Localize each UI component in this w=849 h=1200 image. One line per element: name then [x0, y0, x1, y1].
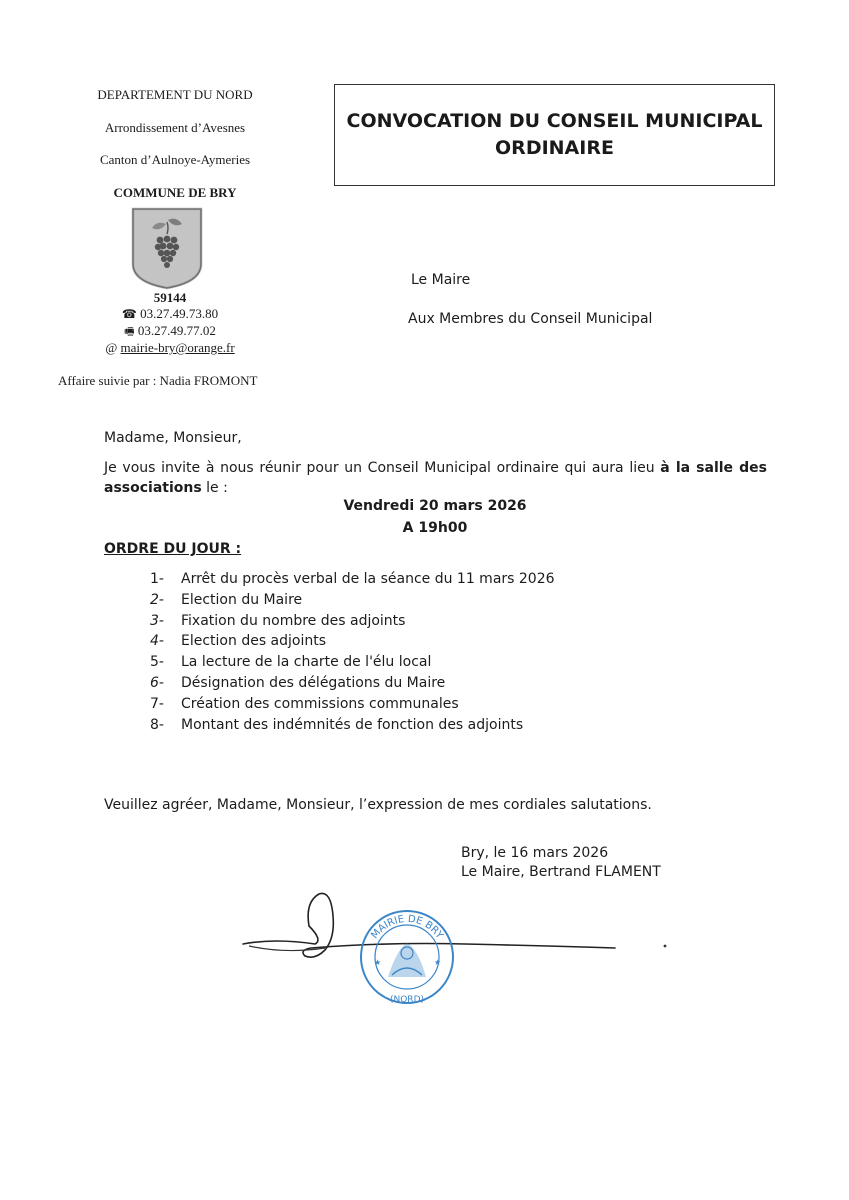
salutation: Madame, Monsieur,	[104, 430, 242, 446]
agenda-text: La lecture de la charte de l'élu local	[181, 654, 432, 671]
agenda-item	[150, 694, 555, 715]
title-line-2: ORDINAIRE	[495, 137, 614, 159]
stamp-bottom-text: (NORD)	[389, 995, 425, 1005]
canton-label: Canton d’Aulnoye-Aymeries	[99, 152, 251, 167]
to-label: Aux Membres du Conseil Municipal	[408, 311, 653, 327]
phone-number: 03.27.49.73.80	[140, 306, 219, 321]
agenda-item	[150, 715, 555, 736]
agenda-number: 2-	[150, 591, 164, 608]
title-box	[334, 84, 775, 186]
agenda-number: 1-	[150, 571, 164, 587]
agenda-list	[150, 569, 555, 735]
email-line	[80, 340, 260, 356]
agenda-item	[150, 569, 555, 590]
agenda-number: 6-	[150, 674, 164, 691]
agenda-number: 7-	[150, 695, 164, 712]
phone-line	[80, 306, 260, 322]
stamp-top-text: MAIRIE DE BRY	[369, 913, 445, 941]
agenda-text: Election des adjoints	[181, 633, 327, 650]
agenda-text: Arrêt du procès verbal de la séance du 11 mars 2026	[181, 571, 555, 587]
mairie-stamp-icon	[352, 905, 462, 1009]
arrondissement-label: Arrondissement d’Avesnes	[104, 120, 246, 135]
invite-text: Je vous invite à nous réunir pour un Conseil Municipal ordinaire qui aura lieu	[104, 460, 655, 476]
agenda-number: 4-	[150, 633, 164, 650]
postal-code: 59144	[153, 290, 187, 305]
agenda-text: Désignation des délégations du Maire	[181, 674, 446, 691]
invite-end: le :	[206, 480, 228, 496]
commune-crest-icon	[130, 206, 204, 290]
closing-text: Veuillez agréer, Madame, Monsieur, l’expression de mes cordiales salutations.	[104, 797, 652, 813]
meeting-date: Vendredi 20 mars 2026	[343, 498, 527, 514]
invite-paragraph	[104, 458, 767, 498]
meeting-time: A 19h00	[402, 520, 468, 536]
place-date: Bry, le 16 mars 2026	[461, 845, 609, 861]
affaire-label: Affaire suivie par : Nadia FROMONT	[58, 373, 258, 388]
svg-text:★: ★	[434, 958, 442, 967]
agenda-text: Fixation du nombre des adjoints	[181, 612, 406, 629]
agenda-text: Montant des indémnités de fonction des adjoints	[181, 716, 524, 733]
agenda-title: ORDRE DU JOUR :	[104, 541, 242, 557]
invite-location-2: associations	[104, 480, 202, 496]
title-line-1: CONVOCATION DU CONSEIL MUNICIPAL	[346, 110, 763, 132]
svg-text:MAIRIE DE BRY	[369, 914, 445, 942]
agenda-number: 5-	[150, 654, 164, 671]
handwritten-signature-icon	[235, 880, 695, 1020]
fax-number: 03.27.49.77.02	[137, 323, 216, 338]
agenda-text: Election du Maire	[181, 591, 303, 608]
agenda-number: 3-	[150, 612, 164, 629]
from-label: Le Maire	[411, 272, 471, 288]
agenda-item	[150, 631, 555, 652]
invite-location-1: à la salle des	[660, 460, 768, 476]
email-prefix: @	[105, 340, 118, 355]
agenda-number: 8-	[150, 716, 164, 733]
telephone-icon: ☎	[121, 307, 137, 321]
agenda-item	[150, 611, 555, 632]
commune-label: COMMUNE DE BRY	[113, 185, 237, 200]
email-link[interactable]: mairie-bry@orange.fr	[120, 340, 235, 355]
signer-name: Le Maire, Bertrand FLAMENT	[461, 864, 661, 880]
fax-icon: 🖷	[124, 326, 135, 338]
agenda-item	[150, 652, 555, 673]
agenda-text: Création des commissions communales	[181, 695, 459, 712]
agenda-item	[150, 590, 555, 611]
agenda-item	[150, 673, 555, 694]
svg-text:★: ★	[374, 958, 382, 967]
department-label: DEPARTEMENT DU NORD	[97, 87, 253, 102]
